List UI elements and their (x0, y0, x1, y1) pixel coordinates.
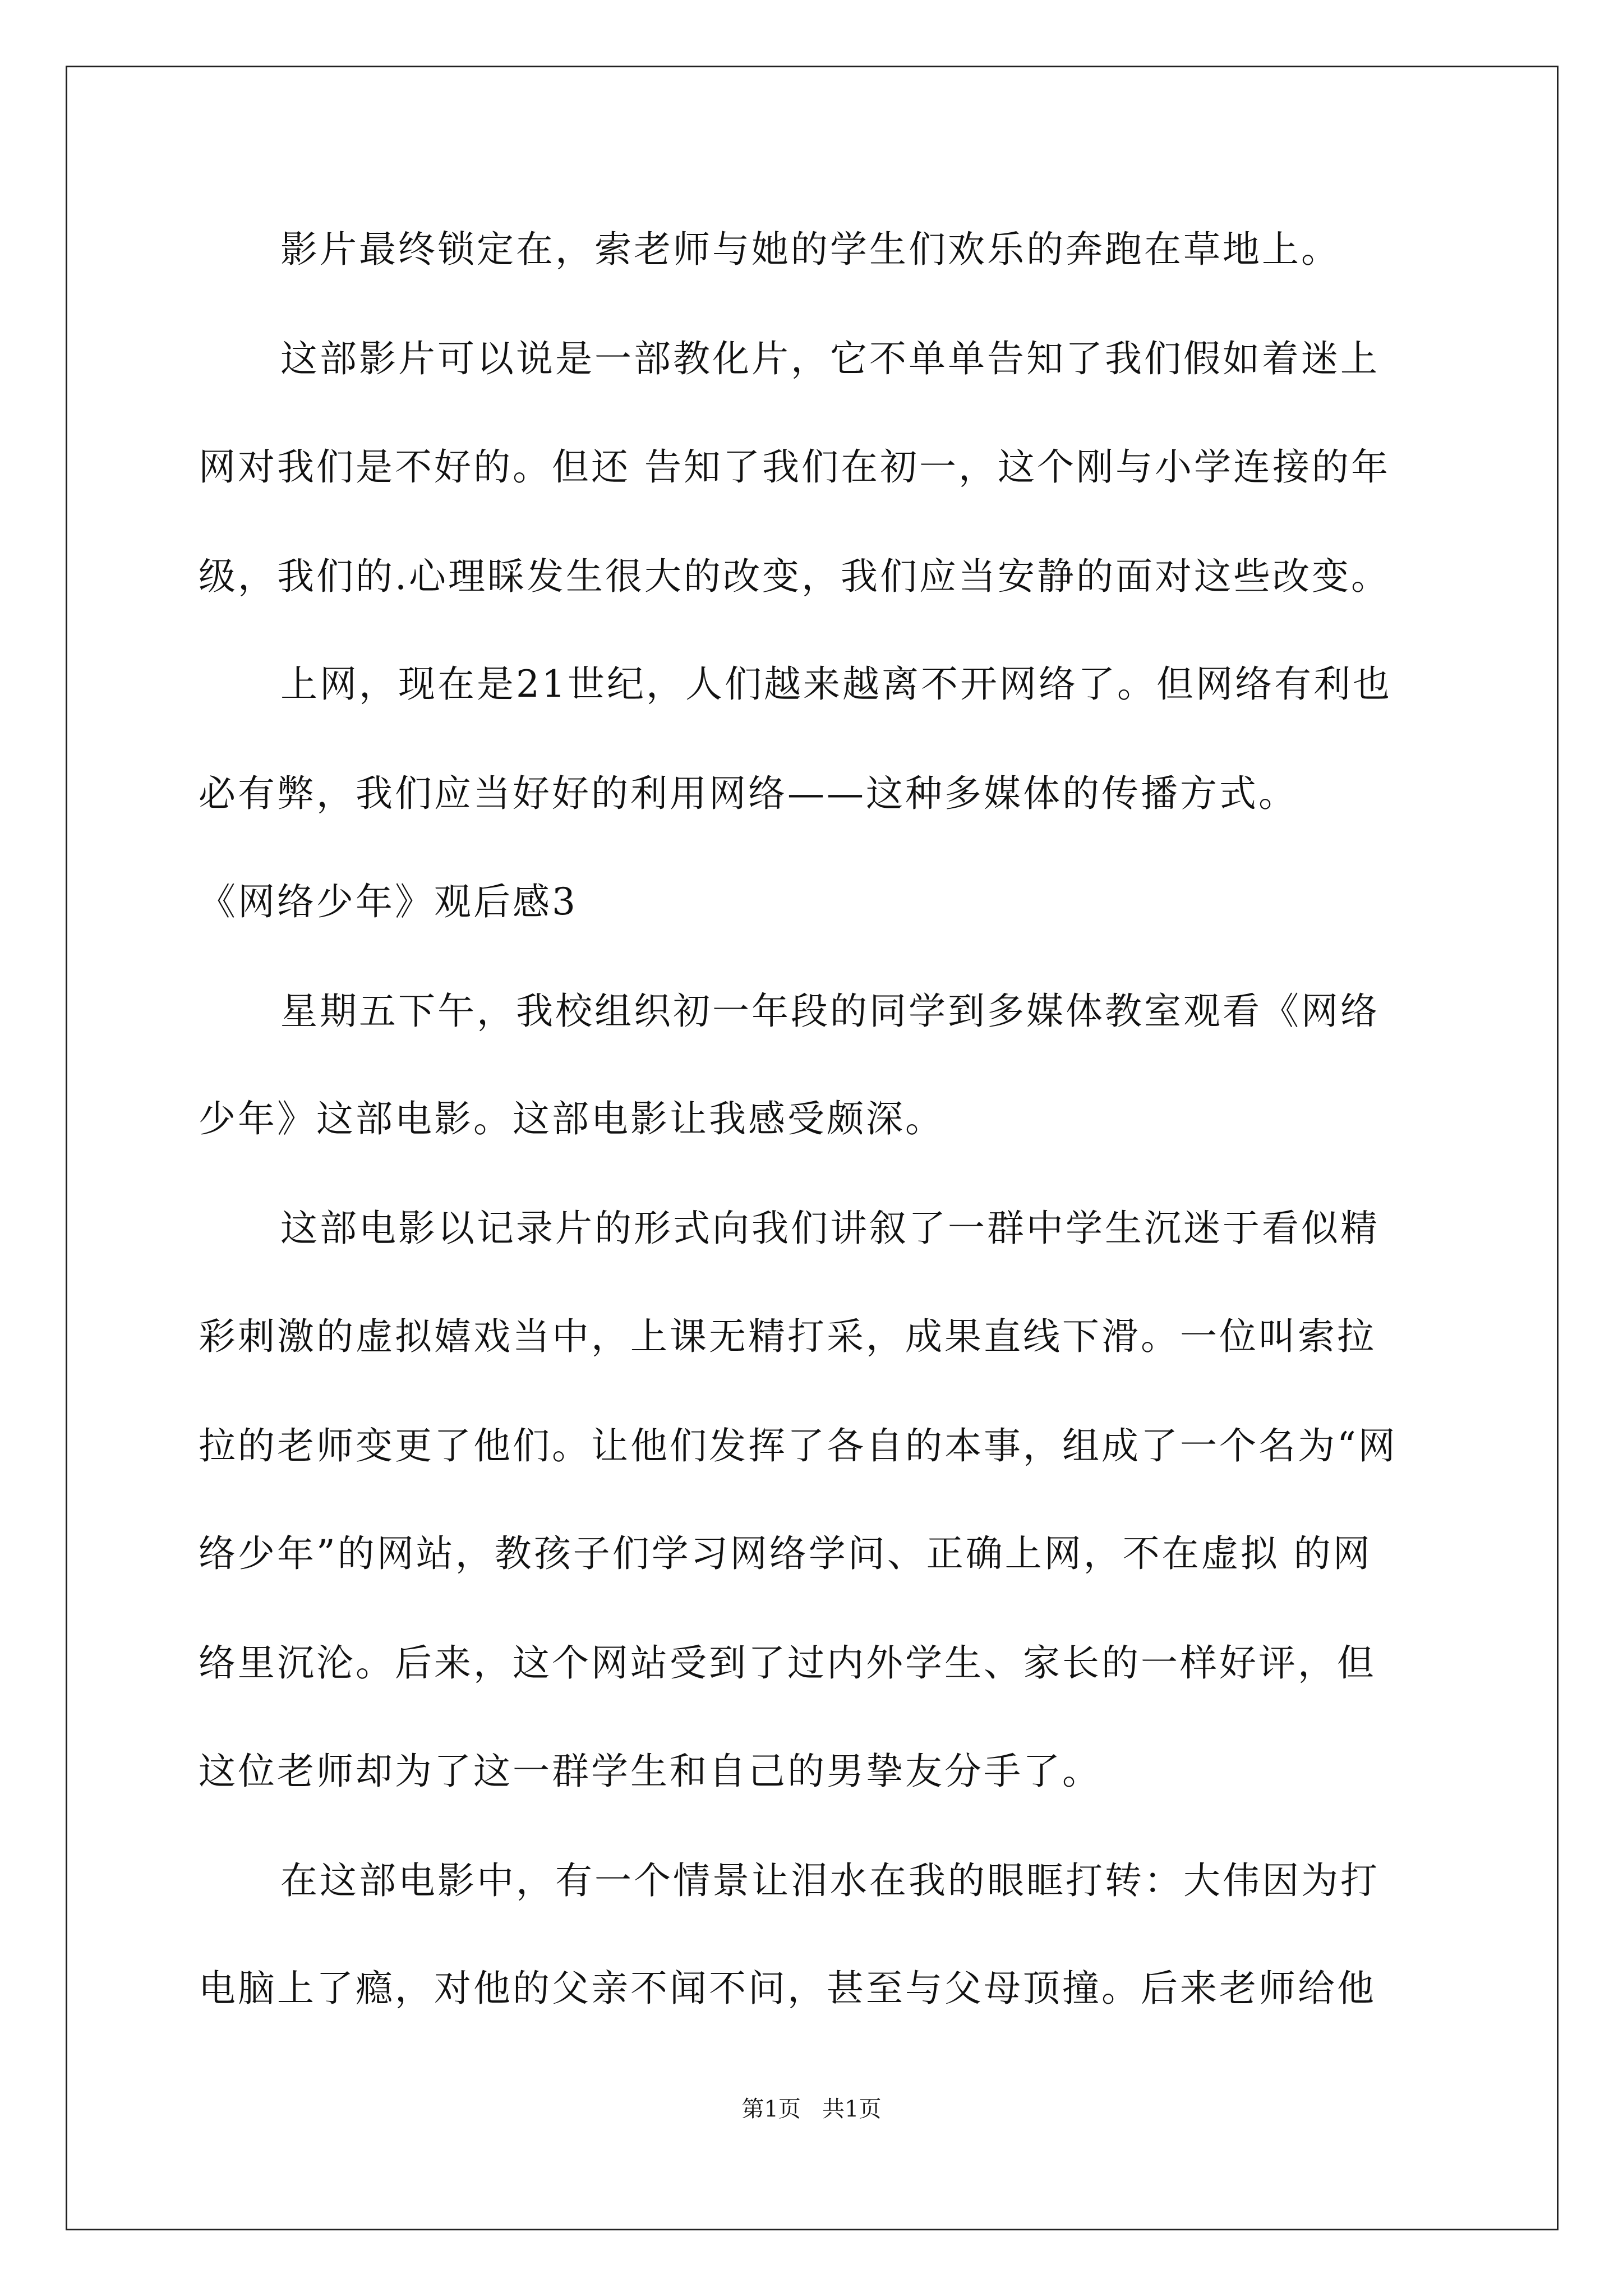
paragraph-line: 影片最终锁定在，索老师与她的学生们欢乐的奔跑在草地上。 (280, 228, 1340, 271)
paragraph-line: 络里沉沦。后来，这个网站受到了过内外学生、家长的一样好评，但 (199, 1641, 1376, 1685)
paragraph-line: 级，我们的.心理睬发生很大的改变，我们应当安静的面对这些改变。 (199, 555, 1390, 598)
paragraph-line: 这位老师却为了这一群学生和自己的男挚友分手了。 (199, 1750, 1101, 1793)
paragraph-line: 上网，现在是21世纪，人们越来越离不开网络了。但网络有利也 (280, 662, 1392, 706)
paragraph-line: 网对我们是不好的。但还 告知了我们在初一，这个刚与小学连接的年 (199, 445, 1390, 489)
paragraph-line: 这部电影以记录片的形式向我们讲叙了一群中学生沉迷于看似精 (280, 1207, 1380, 1250)
paragraph-line: 拉的老师变更了他们。让他们发挥了各自的本事，组成了一个名为“网 (199, 1424, 1398, 1467)
paragraph-line: 这部影片可以说是一部教化片，它不单单告知了我们假如着迷上 (280, 337, 1380, 380)
paragraph-line: 络少年”的网站，教孩子们学习网络学问、正确上网，不在虚拟 的网 (199, 1532, 1372, 1575)
paragraph-line: 星期五下午，我校组织初一年段的同学到多媒体教室观看《网络 (280, 990, 1380, 1033)
paragraph-line: 彩刺激的虚拟嬉戏当中，上课无精打采，成果直线下滑。一位叫索拉 (199, 1315, 1376, 1358)
paragraph-line: 在这部电影中，有一个情景让泪水在我的眼眶打转：大伟因为打 (280, 1859, 1380, 1902)
section-heading: 《网络少年》观后感3 (199, 880, 578, 923)
paragraph-line: 少年》这部电影。这部电影让我感受颇深。 (199, 1097, 944, 1140)
page-footer: 第1页 共1页 (741, 2096, 882, 2122)
paragraph-line: 必有弊，我们应当好好的利用网络——这种多媒体的传播方式。 (199, 772, 1298, 815)
paragraph-line: 电脑上了瘾，对他的父亲不闻不问，甚至与父母顶撞。后来老师给他 (199, 1967, 1376, 2010)
